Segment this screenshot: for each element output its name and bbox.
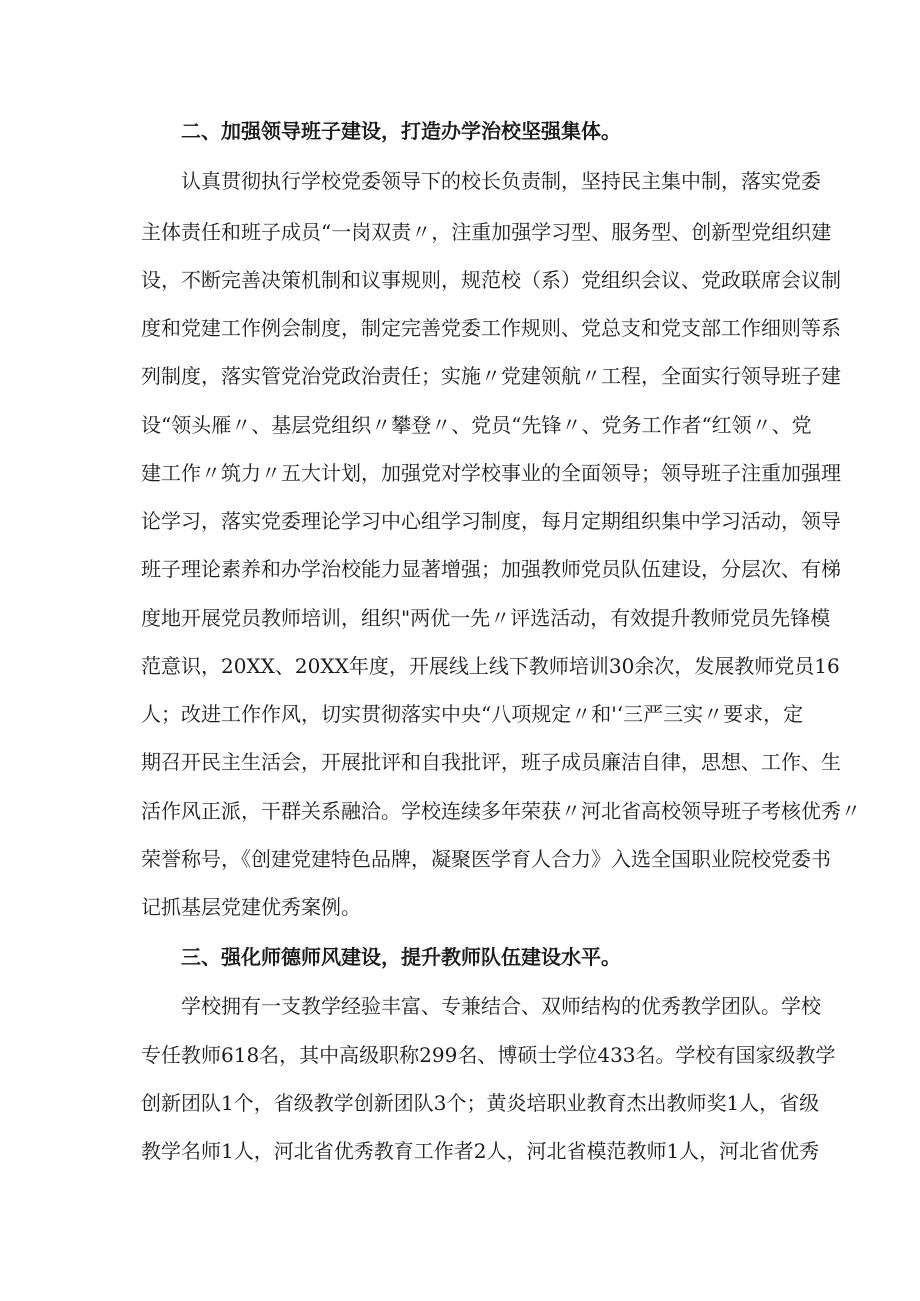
paragraph-line: 活作风正派，干群关系融洽。学校连续多年荣获〃河北省高校领导班子考核优秀〃 xyxy=(141,799,861,823)
section-2-heading: 二、加强领导班子建设，打造办学治校坚强集体。 xyxy=(181,119,621,143)
paragraph-line: 荣誉称号，《创建党建特色品牌，凝聚医学育人合力》入选全国职业院校党委书 xyxy=(141,847,831,871)
paragraph-line: 度和党建工作例会制度，制定完善党委工作规则、党总支和党支部工作细则等系 xyxy=(141,316,841,340)
paragraph-line: 教学名师1人，河北省优秀教育工作者2人，河北省模范教师1人，河北省优秀 xyxy=(141,1139,820,1163)
section-3-heading: 三、强化师德师风建设，提升教师队伍建设水平。 xyxy=(181,945,621,969)
paragraph-line: 度地开展党员教师培训，组织"两优一先〃评选活动，有效提升教师党员先锋模 xyxy=(141,606,831,630)
paragraph-line: 班子理论素养和办学治校能力显著增强；加强教师党员队伍建设，分层次、有梯 xyxy=(141,557,841,581)
paragraph-line: 列制度，落实管党治党政治责任；实施〃党建领航〃工程，全面实行领导班子建 xyxy=(141,364,841,388)
paragraph-line: 主体责任和班子成员“一岗双责〃，注重加强学习型、服务型、创新型党组织建 xyxy=(141,220,832,244)
paragraph-line: 记抓基层党建优秀案例。 xyxy=(141,895,361,919)
paragraph-line: 设，不断完善决策机制和议事规则，规范校（系）党组织会议、党政联席会议制 xyxy=(141,268,841,292)
paragraph-line: 学校拥有一支教学经验丰富、专兼结合、双师结构的优秀教学团队。学校 xyxy=(181,994,821,1018)
paragraph-line: 设“领头雁〃、基层党组织〃攀登〃、党员“先锋〃、党务工作者“红领〃、党 xyxy=(141,413,812,437)
paragraph-line: 期召开民主生活会，开展批评和自我批评，班子成员廉洁自律，思想、工作、生 xyxy=(141,750,841,774)
paragraph-line: 人；改进工作作风，切实贯彻落实中央“八项规定〃和'‘三严三实〃要求，定 xyxy=(141,702,804,726)
paragraph-line: 建工作〃筑力〃五大计划，加强党对学校事业的全面领导；领导班子注重加强理 xyxy=(141,461,841,485)
paragraph-line: 创新团队1个，省级教学创新团队3个；黄炎培职业教育杰出教师奖1人，省级 xyxy=(141,1091,820,1115)
paragraph-line: 范意识，20XX、20XX年度，开展线上线下教师培训30余次，发展教师党员16 xyxy=(141,654,840,678)
paragraph-line: 认真贯彻执行学校党委领导下的校长负责制，坚持民主集中制，落实党委 xyxy=(181,169,821,193)
paragraph-line: 专任教师618名，其中高级职称299名、博硕士学位433名。学校有国家级教学 xyxy=(141,1043,836,1067)
paragraph-line: 论学习，落实党委理论学习中心组学习制度，每月定期组织集中学习活动，领导 xyxy=(141,509,841,533)
